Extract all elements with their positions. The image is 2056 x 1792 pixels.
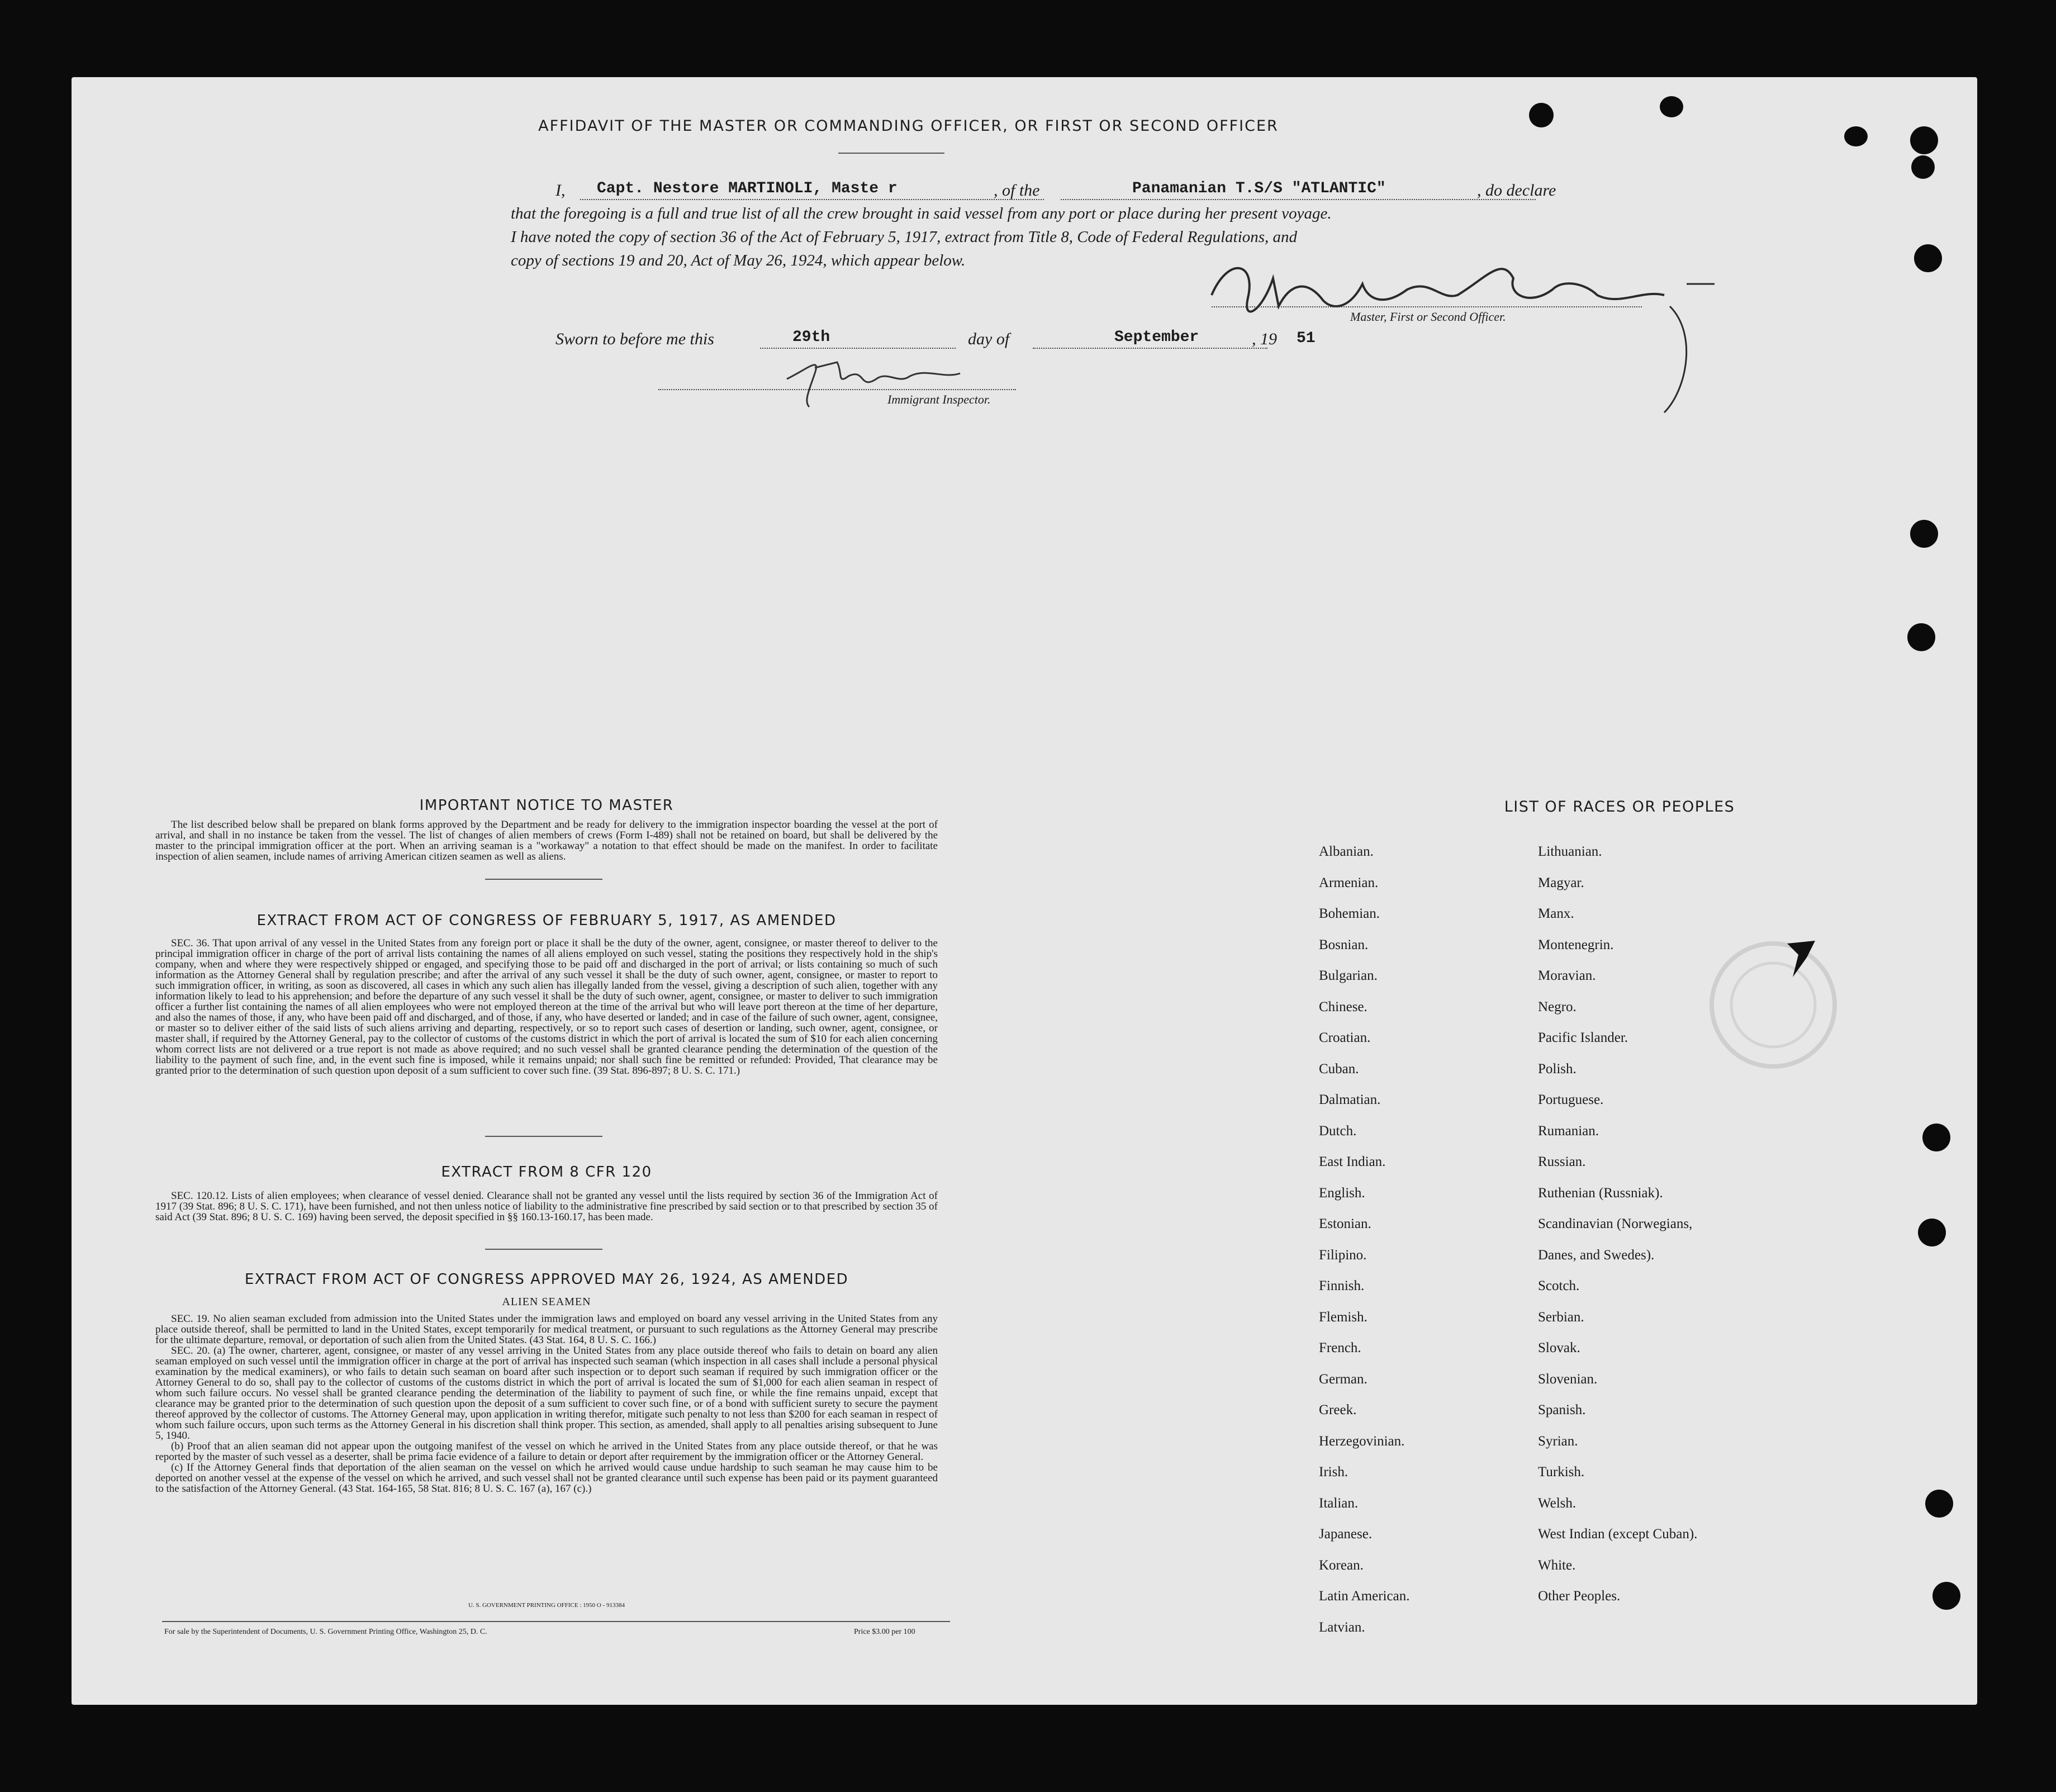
footer-price: Price $3.00 per 100 <box>854 1628 915 1636</box>
affidavit-line-4: copy of sections 19 and 20, Act of May 26, 1924, which appear below. <box>511 252 966 269</box>
gpo-imprint: U. S. GOVERNMENT PRINTING OFFICE : 1950 O - 913384 <box>468 1602 625 1609</box>
sec-19: SEC. 19. No alien seaman excluded from admission into the United States under the immigration laws and employed on board any vessel arriving in the United States from any place outside thereof, shall be permitted to land in the United States, except temporarily for medical treatment, or pursuant to such regulations as the Attorney General may prescribe for the ultimate departure, removal, or deportation of such alien from the United States. (43 Stat. 164, 8 U. S. C. 166.) <box>155 1313 938 1346</box>
do-declare-text: , do declare <box>1477 181 1556 200</box>
affidavit-i: I, <box>555 181 566 200</box>
race-item: Finnish. <box>1319 1278 1365 1293</box>
vessel-blank <box>1061 199 1536 200</box>
punch-hole <box>1925 1490 1953 1518</box>
race-item: Korean. <box>1319 1557 1364 1573</box>
race-item: Chinese. <box>1319 999 1367 1014</box>
race-item: Dutch. <box>1319 1123 1357 1139</box>
paper-tear <box>1776 938 1826 983</box>
signature-caption: Master, First or Second Officer. <box>1350 310 1506 324</box>
race-item: Croatian. <box>1319 1030 1371 1045</box>
race-item: Dalmatian. <box>1319 1092 1381 1107</box>
document-page <box>72 77 1977 1705</box>
sworn-day: 29th <box>792 329 830 346</box>
race-item: Greek. <box>1319 1402 1357 1418</box>
sec-20a: SEC. 20. (a) The owner, charterer, agent, consignee, or master of any vessel arriving in the United States from any place outside thereof who fails to detain on board any alien seaman employed on such vessel until the immigration officer in charge at the port of arrival has inspected such seaman (which inspection in all cases shall include a personal physical examination by the medical examiners), or who fails to detain such seaman on board after such inspection or to deport such seaman if required by such immigration officer or the Attorney General to do so, shall pay to the collector of customs of the customs district in which the port of arrival is located the sum of $1,000 for each alien seaman in respect of whom such failure occurs. No vessel shall be granted clearance pending the determination of the liability to payment of such fine, or while the fine remains unpaid, except that clearance may be granted prior to the determination of such question upon the deposit of a sum sufficient to cover such fine, or of a bond with sufficient surety to secure the payment thereof approved by the collector of customs. The Attorney General may, upon application in writing therefor, mitigate such penalty to not less than $200 for each seaman in respect of whom such failure occurs, upon such terms as the Attorney General in his discretion shall think proper. This section, as amended, shall apply to all penalties arising subsequent to June 5, 1940. <box>155 1345 938 1442</box>
extract-cfr-title: EXTRACT FROM 8 CFR 120 <box>441 1164 652 1181</box>
race-item: West Indian (except Cuban). <box>1538 1526 1698 1542</box>
race-item: Irish. <box>1319 1464 1348 1480</box>
inspector-blank <box>658 389 1016 390</box>
race-item: Slovak. <box>1538 1340 1580 1355</box>
footer-sale-text: For sale by the Superintendent of Documents, U. S. Government Printing Office, Washington 25, D. C. <box>164 1628 487 1636</box>
race-item: Montenegrin. <box>1538 937 1614 952</box>
punch-hole <box>1922 1123 1950 1151</box>
race-item: Slovenian. <box>1538 1371 1598 1387</box>
sec-20b: (b) Proof that an alien seaman did not appear upon the outgoing manifest of the vessel on which he arrived in the United States from any place outside thereof, or that he was reported by the master of such vessel as a deserter, shall be prima facie evidence of a failure to detain or deport after requirement by the immigration officer or the Attorney General. <box>155 1440 938 1463</box>
day-of-text: day of <box>968 330 1010 348</box>
race-item: Italian. <box>1319 1495 1359 1511</box>
race-item: Herzegovinian. <box>1319 1433 1405 1449</box>
race-item: Negro. <box>1538 999 1577 1014</box>
extract-cfr-text: SEC. 120.12. Lists of alien employees; when clearance of vessel denied. Clearance shall not be granted any vessel until the lists required by section 36 of the Immigration Act of 1917 (39 Stat. 896; 8 U. S. C. 171), have been furnished, and not then unless notice of liability to the administrative fine prescribed by said section or to that prescribed by section 35 of said Act (39 Stat. 896; 8 U. S. C. 169) having been served, the deposit specified in §§ 160.13-160.17, has been made. <box>155 1190 938 1223</box>
races-right-column <box>1538 836 1697 1612</box>
race-item: Rumanian. <box>1538 1123 1599 1139</box>
race-item: Flemish. <box>1319 1309 1367 1325</box>
races-title: LIST OF RACES OR PEOPLES <box>1504 798 1735 816</box>
race-item: Syrian. <box>1538 1433 1578 1449</box>
race-item: Lithuanian. <box>1538 844 1602 859</box>
race-item: Portuguese. <box>1538 1092 1604 1107</box>
signature-blank <box>1212 306 1642 307</box>
vessel-name: Panamanian T.S/S "ATLANTIC" <box>1132 180 1386 197</box>
year-prefix: , 19 <box>1252 330 1277 348</box>
race-item: German. <box>1319 1371 1367 1387</box>
footer-rule <box>162 1621 950 1622</box>
race-item: Serbian. <box>1538 1309 1584 1325</box>
master-name: Capt. Nestore MARTINOLI, Maste r <box>597 180 898 197</box>
race-item: Other Peoples. <box>1538 1589 1621 1604</box>
race-item: Albanian. <box>1319 844 1374 859</box>
race-item: Bulgarian. <box>1319 968 1378 983</box>
punch-hole <box>1529 103 1554 127</box>
extract-1917-title: EXTRACT FROM ACT OF CONGRESS OF FEBRUARY 5, 1917, AS AMENDED <box>257 912 837 929</box>
sworn-month: September <box>1114 329 1199 346</box>
race-item: Welsh. <box>1538 1495 1577 1511</box>
sworn-year: 51 <box>1297 330 1316 347</box>
extract-1924-text <box>155 1314 938 1494</box>
alien-seamen-subtitle: ALIEN SEAMEN <box>502 1296 591 1308</box>
punch-hole <box>1844 126 1868 146</box>
race-item: East Indian. <box>1319 1154 1386 1169</box>
rule-3 <box>485 1249 602 1250</box>
race-item: Bohemian. <box>1319 906 1380 921</box>
race-item: Bosnian. <box>1319 937 1369 952</box>
race-item: Armenian. <box>1319 875 1379 890</box>
race-item: Latin American. <box>1319 1589 1410 1604</box>
punch-hole <box>1910 126 1938 154</box>
notice-title: IMPORTANT NOTICE TO MASTER <box>419 797 674 814</box>
race-item: Ruthenian (Russniak). <box>1538 1185 1663 1201</box>
affidavit-title: AFFIDAVIT OF THE MASTER OR COMMANDING OFFICER, OR FIRST OR SECOND OFFICER <box>538 117 1279 135</box>
inspector-caption: Immigrant Inspector. <box>887 392 991 406</box>
of-the-text: , of the <box>994 181 1040 200</box>
race-item: Japanese. <box>1319 1526 1373 1542</box>
punch-hole <box>1914 244 1942 272</box>
race-item: Spanish. <box>1538 1402 1586 1418</box>
inspector-signature <box>776 345 1033 418</box>
races-left-column <box>1319 836 1409 1643</box>
punch-hole <box>1911 155 1935 179</box>
race-item: Manx. <box>1538 906 1574 921</box>
race-item: Filipino. <box>1319 1247 1367 1263</box>
race-item: Turkish. <box>1538 1464 1585 1480</box>
punch-hole <box>1932 1582 1960 1610</box>
rule-2 <box>485 1136 602 1137</box>
race-item: Cuban. <box>1319 1061 1359 1077</box>
race-item: Polish. <box>1538 1061 1577 1077</box>
race-item: White. <box>1538 1557 1576 1573</box>
extract-1917-text: SEC. 36. That upon arrival of any vessel in the United States from any foreign port or place it shall be the duty of the owner, agent, consignee, or master thereof to deliver to the principal immigration officer in charge of the port of arrival lists containing the names of all aliens employed on such vessel, stating the positions they respectively hold in the ship's company, when and where they were respectively shipped or engaged, and specifying those to be paid off and discharged in the port of arrival; or lists containing so much of such information as the Attorney General shall by regulation prescribe; and after the arrival of any such vessel it shall be the duty of such owner, agent, consignee, or master to report to such immigration officer, in writing, as soon as discovered, all cases in which any such alien has illegally landed from the vessel, giving a description of such alien, together with any information likely to lead to his apprehension; and before the departure of any such vessel it shall be the duty of such owner, agent, consignee, or master to deliver to such immigration officer a further list containing the names of all alien employees who were not employed thereon at the time of the arrival but who will leave port thereon at the time of her departure, and also the names of those, if any, who have been paid off and discharged, and of those, if any, who have deserted or landed; and in case of the failure of such owner, agent, consignee, or master so to deliver either of the said lists of such aliens arriving and departing, respectively, or so to report such cases of desertion or landing, such owner, agent, consignee, or master shall, if required by the Attorney General, pay to the collector of customs of the customs district in which the port of arrival is located the sum of $10 for each alien concerning whom correct lists are not delivered or a true report is not made as above required; and no such vessel shall be granted clearance pending the determination of the question of the liability to the payment of such fine, and, in the event such fine is imposed, while it remains unpaid; nor shall such fine be remitted or refunded: Provided, That clearance may be granted prior to the determination of such question upon deposit of a sum sufficient to cover such fine. (39 Stat. 896-897; 8 U. S. C. 171.) <box>155 937 938 1077</box>
month-blank <box>1033 348 1267 349</box>
affidavit-line-3: I have noted the copy of section 36 of the Act of February 5, 1917, extract from Title 8, Code of Federal Regulations, and <box>511 228 1298 246</box>
punch-hole <box>1660 96 1683 117</box>
race-item: Scandinavian (Norwegians, <box>1538 1216 1693 1231</box>
title-rule <box>838 153 944 154</box>
race-item: Russian. <box>1538 1154 1586 1169</box>
race-item: Magyar. <box>1538 875 1584 890</box>
race-item: English. <box>1319 1185 1365 1201</box>
sworn-text: Sworn to before me this <box>555 330 714 348</box>
sec-20c: (c) If the Attorney General finds that deportation of the alien seaman on the vessel on which he arrived would cause undue hardship to such seaman he may cause him to be deported on another vessel at the expense of the vessel on which he arrived, and such vessel shall not be granted clearance until such expense has been paid or its payment guaranteed to the satisfaction of the Attorney General. (43 Stat. 164-165, 58 Stat. 816; 8 U. S. C. 167 (a), 167 (c).) <box>155 1462 938 1495</box>
race-item: French. <box>1319 1340 1361 1355</box>
affidavit-line-2: that the foregoing is a full and true list of all the crew brought in said vessel from any port or place during her present voyage. <box>511 205 1332 222</box>
race-item: Latvian. <box>1319 1619 1365 1635</box>
race-item: Estonian. <box>1319 1216 1371 1231</box>
race-item: Moravian. <box>1538 968 1596 983</box>
extract-1924-title: EXTRACT FROM ACT OF CONGRESS APPROVED MAY 26, 1924, AS AMENDED <box>244 1271 849 1288</box>
rule-1 <box>485 879 602 880</box>
name-blank <box>580 199 1044 200</box>
punch-hole <box>1910 520 1938 548</box>
race-item: Danes, and Swedes). <box>1538 1247 1655 1263</box>
punch-hole <box>1918 1219 1946 1246</box>
notice-text: The list described below shall be prepared on blank forms approved by the Department and be ready for delivery to the immigration inspector boarding the vessel at the port of arrival, and shall in no instance be taken from the vessel. The list of changes of alien members of crews (Form I-489) shall not be retained on board, but shall be delivered by the master to the principal immigration officer at the port. When an arriving seaman is a "workaway" a notation to that effect should be made on the manifest. In order to facilitate inspection of alien seamen, include names of arriving American citizen seamen as well as aliens. <box>155 819 938 862</box>
race-item: Scotch. <box>1538 1278 1580 1293</box>
race-item: Pacific Islander. <box>1538 1030 1628 1045</box>
